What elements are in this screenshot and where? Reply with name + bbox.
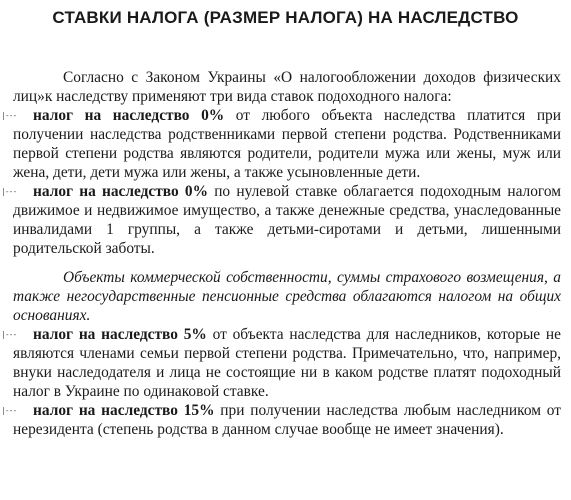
rate-item-3-text: от объекта наследства для наследников, которые не являются членами семьи первой степени родства. Примечательно, что, например, внуки наследодателя и лица не состоящие ни в каком родстве платят подоходный налог в Украине по одинаковой ставке. — [13, 326, 561, 400]
bullet-marker: |--- — [1, 187, 17, 196]
document-body — [1, 68, 561, 439]
rate-item-4-lead: налог на наследство 15% — [33, 402, 215, 419]
rate-item-4 — [1, 401, 561, 439]
rate-item-3 — [1, 325, 561, 401]
bullet-marker: |--- — [1, 406, 17, 415]
rate-item-4-text: при получении наследства любым наследником от нерезидента (степень родства в данном случае вообще не имеет значения). — [13, 402, 561, 438]
bullet-marker: |--- — [1, 111, 17, 120]
rate-item-1-text: от любого объекта наследства платится при получении наследства родственниками первой степени родства. Родственниками первой степени родства являются родители, родители мужа или жены, муж или жена, дети, дети мужа или жены, а также усыновленные дети. — [13, 107, 561, 181]
italic-note: Объекты коммерческой собственности, суммы страхового возмещения, а также негосударственные пенсионные средства облагаются налогом на общих основаниях. — [13, 269, 561, 324]
rate-item-2 — [1, 182, 561, 258]
page-title: СТАВКИ НАЛОГА (РАЗМЕР НАЛОГА) НА НАСЛЕДСТВО — [52, 8, 519, 27]
intro-paragraph: Согласно с Законом Украины «О налогообложении доходов физических лиц»к наследству применяют три вида ставок подоходного налога: — [13, 69, 561, 105]
rate-item-1 — [1, 106, 561, 182]
rate-item-3-lead: налог на наследство 5% — [33, 326, 207, 343]
rate-item-2-text: по нулевой ставке облагается подоходным налогом движимое и недвижимое имущество, а также денежные средства, унаследованные инвалидами 1 группы, а также детьми-сиротами и детьми, лишенными родительской заботы. — [13, 183, 561, 257]
rate-item-2-lead: налог на наследство 0% — [33, 183, 208, 200]
bullet-marker: |--- — [1, 330, 17, 339]
rate-item-1-lead: налог на наследство 0% — [33, 107, 225, 124]
